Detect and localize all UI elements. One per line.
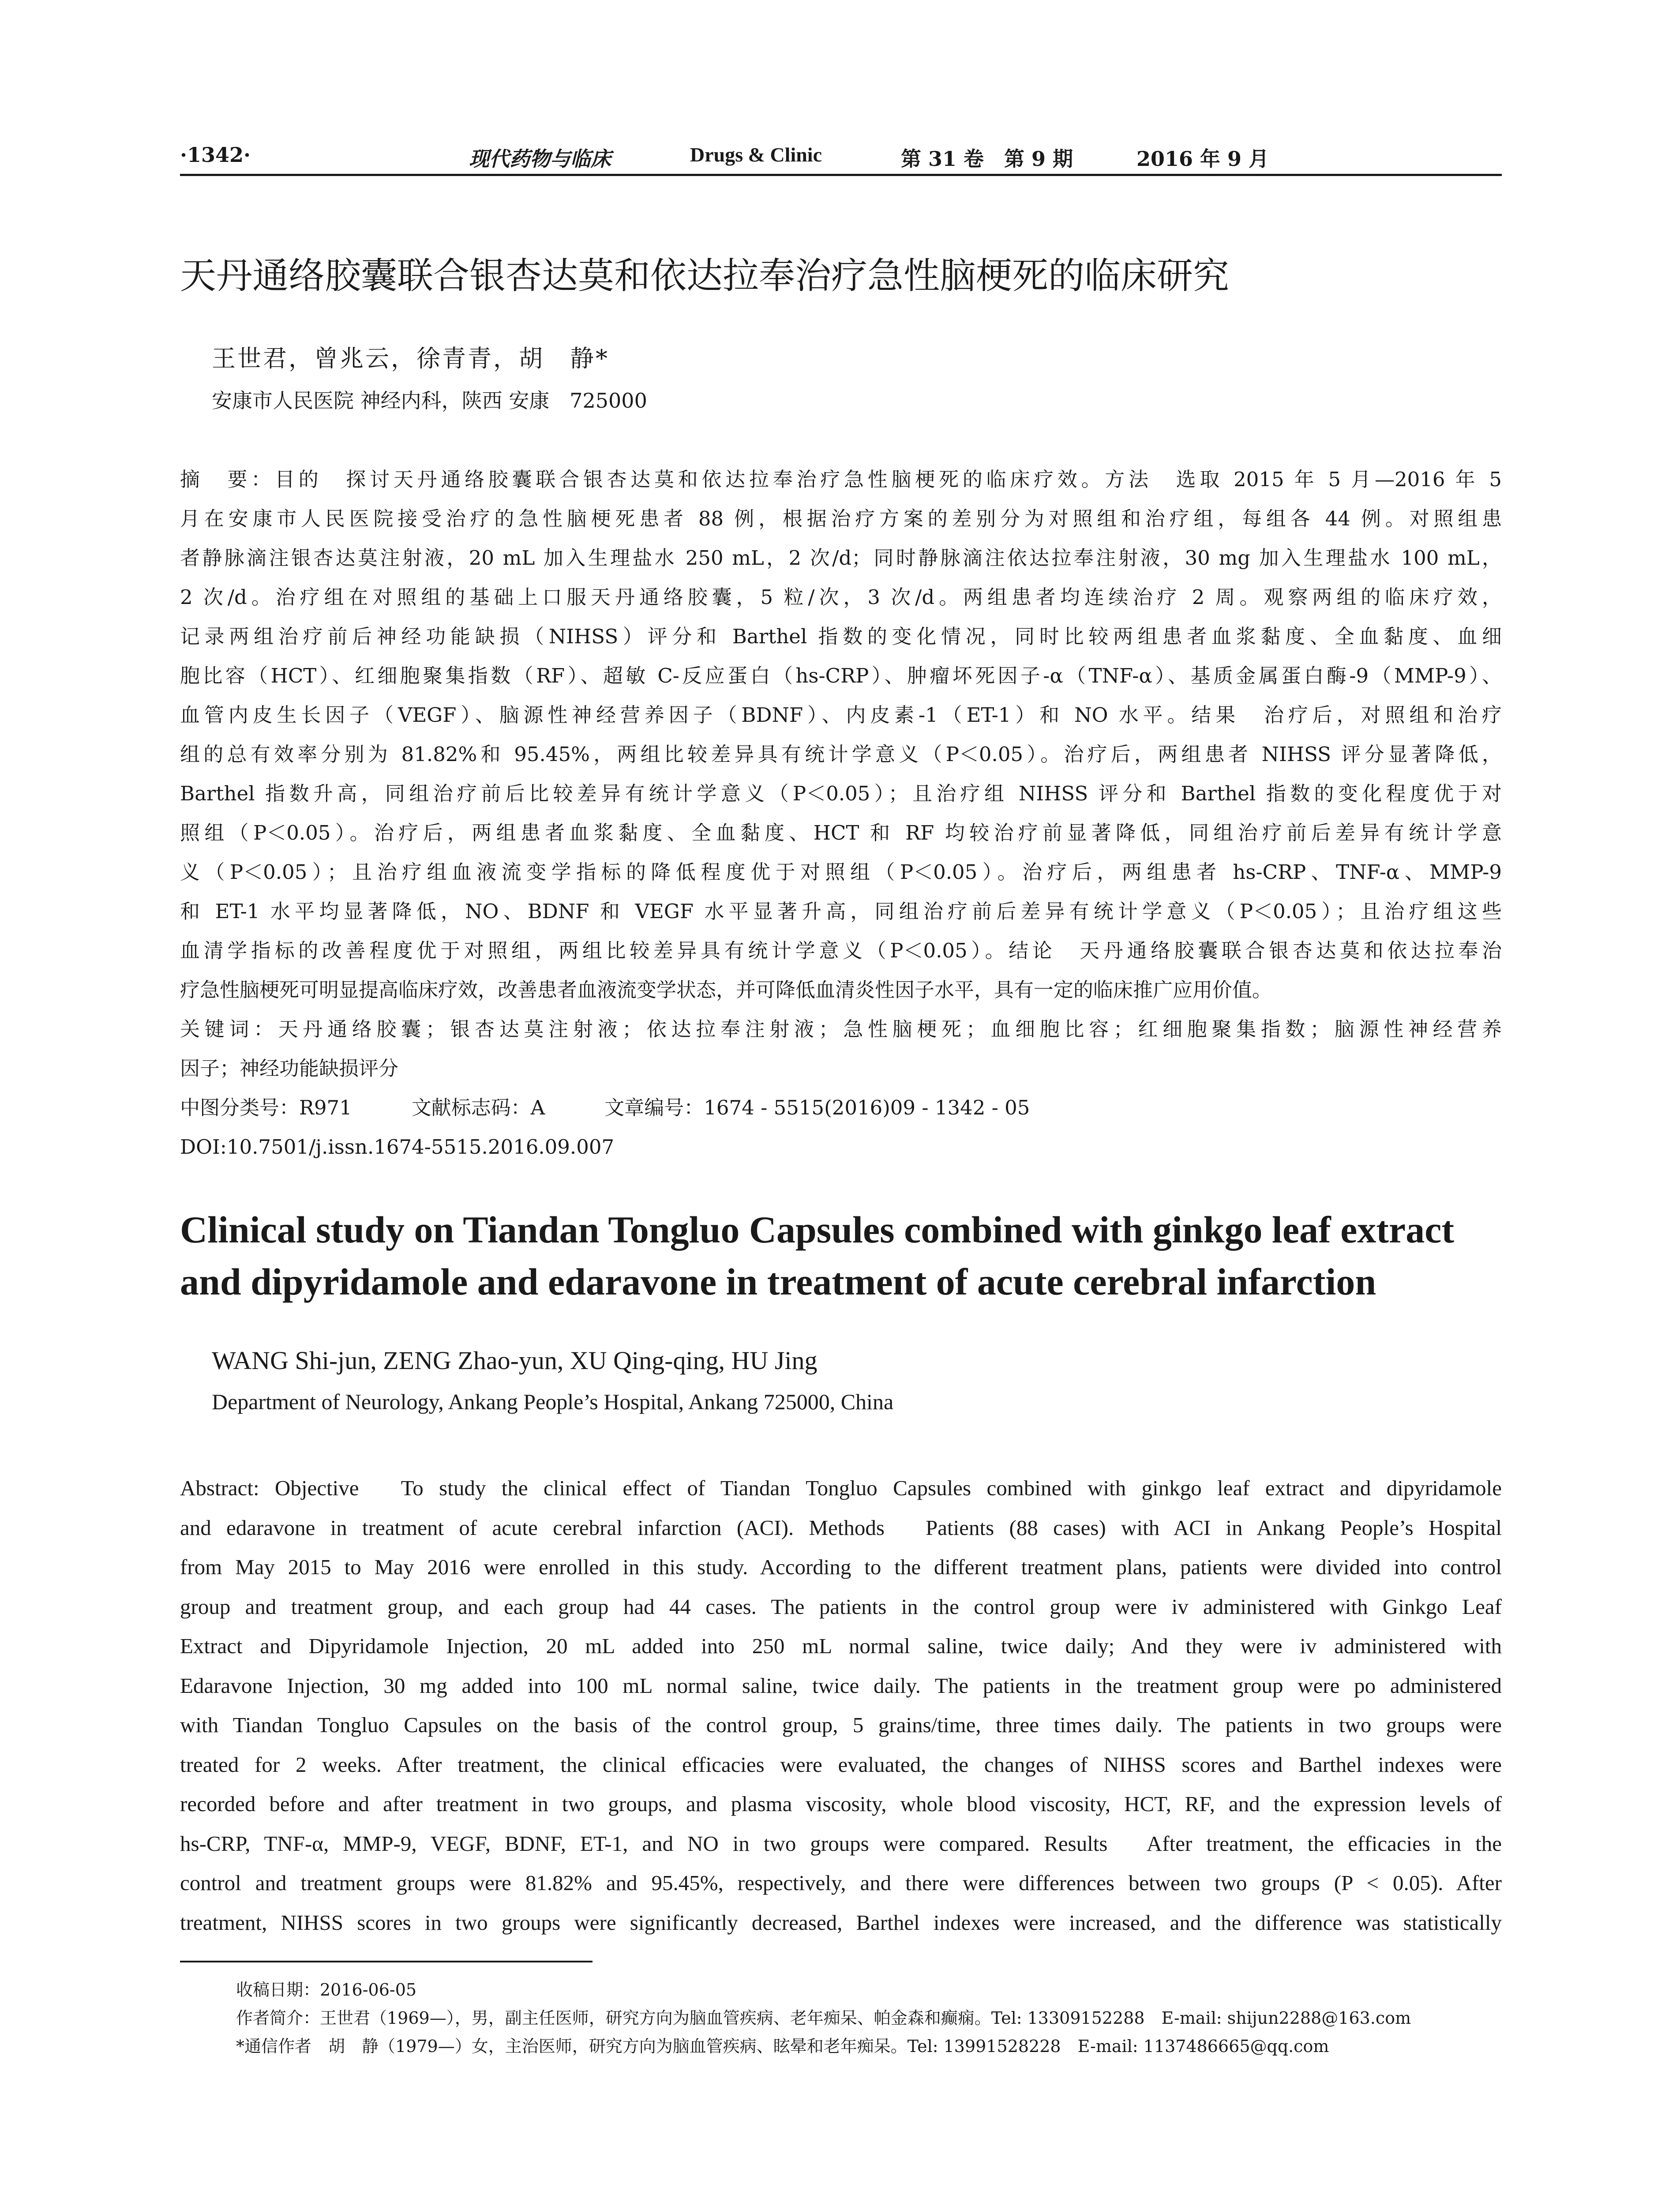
abstract-en-line: group and treatment group, and each group had 44 cases. The patients in the control group were iv administered with Ginkgo Leaf (180, 1594, 1502, 1619)
abstract-cn-line: 疗急性脑梗死可明显提高临床疗效，改善患者血液流变学状态，并可降低血清炎性因子水平，具有一定的临床推广应用价值。 (180, 978, 1272, 1002)
abstract-cn (180, 460, 1502, 1167)
running-header (180, 140, 1502, 176)
classification-cn: 中图分类号：R971 文献标志码：A 文章编号：1674 - 5515(2016)09 - 1342 - 05 (180, 1096, 1030, 1119)
abstract-en-line: with Tiandan Tongluo Capsules on the basis of the control group, 5 grains/time, three times daily. The patients in two groups were (180, 1713, 1502, 1737)
affiliation-cn: 安康市人民医院 神经内科，陕西 安康 725000 (212, 389, 647, 413)
footnote-divider (180, 1961, 592, 1962)
title-en (180, 1204, 1504, 1308)
abstract-cn-line: 照组（P＜0.05）。治疗后，两组患者血浆黏度、全血黏度、HCT 和 RF 均较治疗前显著降低，同组治疗前后差异有统计学意 (180, 821, 1502, 844)
abstract-en (180, 1468, 1502, 1942)
abstract-cn-line: Barthel 指数升高，同组治疗前后比较差异有统计学意义（P＜0.05）；且治疗组 NIHSS 评分和 Barthel 指数的变化程度优于对 (180, 782, 1502, 805)
abstract-en-line: Edaravone Injection, 30 mg added into 100 mL normal saline, twice daily. The patients in the treatment group were po administered (180, 1673, 1502, 1698)
abstract-cn-line: 血清学指标的改善程度优于对照组，两组比较差异具有统计学意义（P＜0.05）。结论 天丹通络胶囊联合银杏达莫和依达拉奉治 (180, 939, 1502, 962)
abstract-en-line: control and treatment groups were 81.82% and 95.45%, respectively, and there were differences between two groups (P < 0.05). After (180, 1871, 1502, 1895)
abstract-cn-line: 胞比容（HCT）、红细胞聚集指数（RF）、超敏 C-反应蛋白（hs-CRP）、肿瘤坏死因子-α（TNF-α）、基质金属蛋白酶-9（MMP-9）、 (180, 664, 1502, 687)
abstract-cn-line: 月在安康市人民医院接受治疗的急性脑梗死患者 88 例，根据治疗方案的差别分为对照组和治疗组，每组各 44 例。对照组患 (180, 507, 1502, 530)
abstract-en-line: hs-CRP, TNF-α, MMP-9, VEGF, BDNF, ET-1, and NO in two groups were compared. Results After treatment, the efficacies in the (180, 1831, 1502, 1856)
title-en-line: and dipyridamole and edaravone in treatment of acute cerebral infarction (180, 1261, 1376, 1303)
authors-en: WANG Shi-jun, ZENG Zhao-yun, XU Qing-qing, HU Jing (212, 1346, 818, 1375)
abstract-en-line: treated for 2 weeks. After treatment, the clinical efficacies were evaluated, the changes of NIHSS scores and Barthel indexes were (180, 1752, 1502, 1777)
doi: DOI:10.7501/j.issn.1674-5515.2016.09.007 (180, 1135, 615, 1159)
abstract-en-line: Abstract: Objective To study the clinical effect of Tiandan Tongluo Capsules combined with ginkgo leaf extract and dipyridamole (180, 1476, 1502, 1500)
journal-name-en: Drugs & Clinic (690, 143, 822, 166)
issue-date: 2016 年 9 月 (1136, 147, 1269, 171)
title-en-line: Clinical study on Tiandan Tongluo Capsules combined with ginkgo leaf extract (180, 1208, 1455, 1251)
abstract-cn-line: 者静脉滴注银杏达莫注射液，20 mL 加入生理盐水 250 mL，2 次/d；同时静脉滴注依达拉奉注射液，30 mg 加入生理盐水 100 mL， (180, 546, 1502, 570)
abstract-en-line: from May 2015 to May 2016 were enrolled in this study. According to the different treatment plans, patients were divided into control (180, 1555, 1502, 1579)
keywords-cn-line: 因子；神经功能缺损评分 (180, 1057, 399, 1080)
keywords-cn-line: 关键词：天丹通络胶囊；银杏达莫注射液；依达拉奉注射液；急性脑梗死；血细胞比容；红细胞聚集指数；脑源性神经营养 (180, 1017, 1502, 1041)
author-bio: 作者简介：王世君（1969—），男，副主任医师，研究方向为脑血管疾病、老年痴呆、帕金森和癫痫。Tel: 13309152288 E-mail: shijun2288@163.com (236, 2008, 1411, 2028)
abstract-cn-line: 组的总有效率分别为 81.82%和 95.45%，两组比较差异具有统计学意义（P＜0.05）。治疗后，两组患者 NIHSS 评分显著降低， (180, 743, 1502, 766)
affiliation-en: Department of Neurology, Ankang People’s Hospital, Ankang 725000, China (212, 1389, 894, 1414)
footnotes (236, 1976, 1411, 2060)
authors-cn: 王世君，曾兆云，徐青青，胡 静* (212, 345, 609, 372)
abstract-en-line: Extract and Dipyridamole Injection, 20 mL added into 250 mL normal saline, twice daily; And they were iv administered with (180, 1634, 1502, 1658)
abstract-en-line: and edaravone in treatment of acute cerebral infarction (ACI). Methods Patients (88 cases) with ACI in Ankang People’s Hospital (180, 1515, 1502, 1540)
corresponding-author: *通信作者 胡 静（1979—）女，主治医师，研究方向为脑血管疾病、眩晕和老年痴呆。Tel: 13991528228 E-mail: 1137486665@qq.com (236, 2037, 1329, 2056)
title-cn: 天丹通络胶囊联合银杏达莫和依达拉奉治疗急性脑梗死的临床研究 (180, 255, 1230, 297)
abstract-cn-line: 血管内皮生长因子（VEGF）、脑源性神经营养因子（BDNF）、内皮素-1（ET-1）和 NO 水平。结果 治疗后，对照组和治疗 (180, 703, 1502, 727)
received-date: 收稿日期：2016-06-05 (236, 1980, 417, 2000)
volume-issue: 第 31 卷 第 9 期 (901, 147, 1073, 171)
abstract-cn-line: 记录两组治疗前后神经功能缺损（NIHSS）评分和 Barthel 指数的变化情况，同时比较两组患者血浆黏度、全血黏度、血细 (180, 625, 1502, 648)
abstract-en-line: recorded before and after treatment in two groups, and plasma viscosity, whole blood viscosity, HCT, RF, and the expression levels of (180, 1792, 1502, 1816)
page-number: ·1342· (180, 143, 251, 167)
abstract-cn-line: 2 次/d。治疗组在对照组的基础上口服天丹通络胶囊，5 粒/次，3 次/d。两组患者均连续治疗 2 周。观察两组的临床疗效， (180, 585, 1502, 609)
abstract-en-line: treatment, NIHSS scores in two groups were significantly decreased, Barthel indexes were increased, and the difference was statistically (180, 1910, 1502, 1935)
abstract-cn-line: 义（P＜0.05）；且治疗组血液流变学指标的降低程度优于对照组（P＜0.05）。治疗后，两组患者 hs-CRP、TNF-α、MMP-9 (180, 860, 1502, 884)
journal-name-cn: 现代药物与临床 (469, 147, 611, 171)
abstract-cn-line: 和 ET-1 水平均显著降低，NO、BDNF 和 VEGF 水平显著升高，同组治疗前后差异有统计学意义（P＜0.05）；且治疗组这些 (180, 900, 1502, 923)
abstract-cn-line: 摘 要：目的 探讨天丹通络胶囊联合银杏达莫和依达拉奉治疗急性脑梗死的临床疗效。方法 选取 2015 年 5 月—2016 年 5 (180, 468, 1502, 491)
